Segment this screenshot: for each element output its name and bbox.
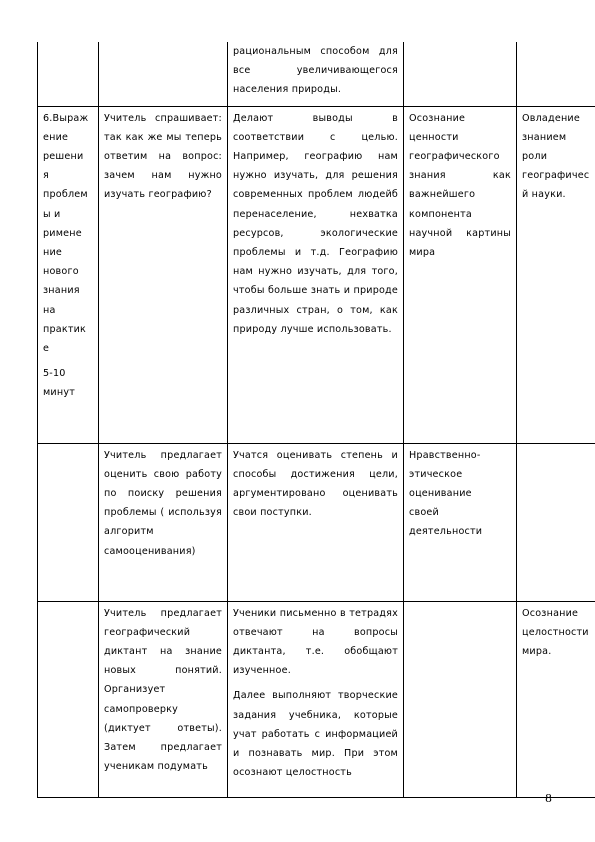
table-cell — [517, 601, 595, 797]
lesson-plan-table — [37, 42, 595, 798]
table-cell — [517, 42, 595, 106]
table-row — [38, 443, 595, 601]
cell-paragraph: Нравственно- этическое оценивание своей деятельности — [409, 449, 483, 538]
table-cell — [99, 42, 228, 106]
table-cell — [228, 106, 404, 443]
cell-paragraph: Учатся оценивать степень и способы достижения цели, аргументировано оценивать свои поступки. — [233, 449, 398, 519]
table-cell — [404, 106, 517, 443]
cell-paragraph: Ученики письменно в тетрадях отвечают на вопросы диктанта, т.е. обобщают изученное. — [233, 607, 398, 677]
cell-paragraph: Далее выполняют творческие задания учебника, которые учат работать с информацией и познавать мир. При этом осознают целостность — [233, 690, 398, 779]
cell-paragraph: Учитель предлагает оценить свою работу по поиску решения проблемы ( используя алгоритм самооценивания) — [104, 449, 222, 557]
table-cell — [38, 443, 99, 601]
cell-paragraph: рациональным способом для все увеличивающегося населения природы. — [233, 46, 398, 96]
table-row — [38, 601, 595, 797]
table-row — [38, 106, 595, 443]
table-cell — [228, 601, 404, 797]
cell-paragraph: Осознание ценности географического знания как важнейшего компонента научной картины мира — [409, 112, 511, 259]
table-cell — [99, 601, 228, 797]
table-cell — [404, 42, 517, 106]
table-cell — [228, 443, 404, 601]
cell-paragraph: Осознание целостности мира. — [522, 607, 589, 658]
table-cell — [38, 106, 99, 443]
cell-paragraph: Делают выводы в соответствии с целью. Например, географию нам нужно изучать, для решения современных проблем людейб перенаселение, нехватка ресурсов, экологические проблемы и т.д. Географию нам нужно изучать, для того, чтобы больше знать и природе различных стран, о том, как природу лучше использовать. — [233, 112, 398, 335]
cell-paragraph: 6.Выраж ение решени я проблем ы и римене ние нового знания на практик е — [43, 112, 89, 355]
cell-paragraph: Учитель предлагает географический диктант на знание новых понятий. Организует самопроверку (диктует ответы). Затем предлагает ученикам подумать — [104, 607, 222, 773]
table-cell — [38, 42, 99, 106]
cell-paragraph: Учитель спрашивает: так как же мы теперь ответим на вопрос: зачем нам нужно изучать географию? — [104, 112, 222, 201]
table-cell — [404, 443, 517, 601]
table-cell — [404, 601, 517, 797]
table-cell — [228, 42, 404, 106]
cell-paragraph: Овладение знанием роли географичес й науки. — [522, 112, 590, 201]
table-cell — [38, 601, 99, 797]
table-row — [38, 42, 595, 106]
table-cell — [517, 443, 595, 601]
table-cell — [99, 106, 228, 443]
cell-paragraph: 5-10 минут — [43, 368, 76, 399]
table-cell — [517, 106, 595, 443]
page-number: 8 — [545, 792, 552, 805]
table-cell — [99, 443, 228, 601]
